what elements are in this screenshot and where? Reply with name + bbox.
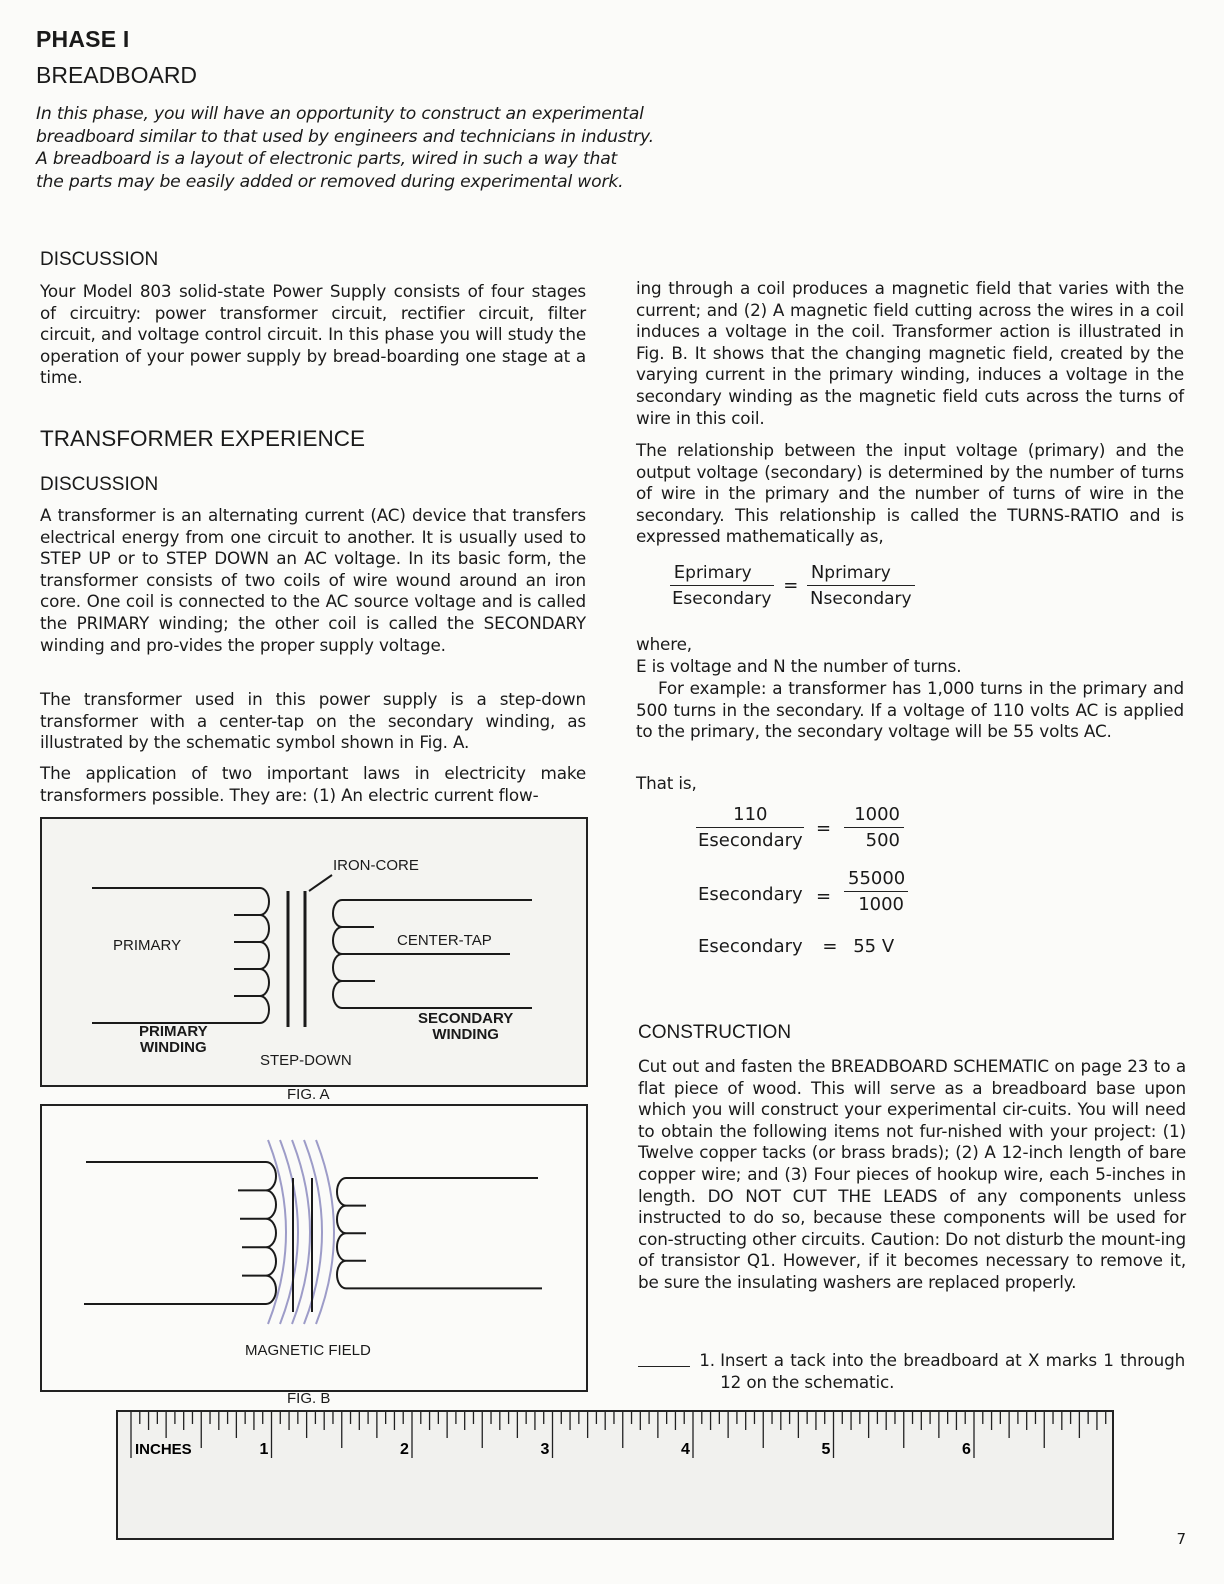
turns-ratio-formula	[668, 562, 916, 609]
iron-core-pointer	[309, 875, 332, 891]
fig-a-caption: FIG. A	[287, 1086, 330, 1103]
primary-winding-label-line: PRIMARY	[139, 1023, 208, 1040]
calc-numerator: 55000	[844, 868, 908, 892]
ruler-number: 5	[821, 1441, 831, 1458]
primary-coil	[260, 888, 269, 1023]
phase-title: PHASE I	[36, 26, 130, 52]
calc-denominator: 1000	[858, 894, 904, 915]
ruler-number: 4	[681, 1441, 690, 1458]
discussion-heading: DISCUSSION	[40, 249, 159, 270]
page-number: 7	[1176, 1530, 1186, 1548]
iron-core-label: IRON-CORE	[333, 857, 419, 874]
intro-line: A breadboard is a layout of electronic parts, wired in such a way that	[36, 149, 618, 169]
inch-ruler	[116, 1410, 1114, 1540]
step-text: Insert a tack into the breadboard at X marks 1 through 12 on the schematic.	[720, 1350, 1186, 1392]
voltage-ratio	[668, 562, 775, 609]
ruler-number: 1	[259, 1441, 269, 1458]
equals-sign: =	[783, 574, 799, 596]
secondary-winding-label-line: WINDING	[432, 1026, 499, 1043]
turns-ratio-paragraph: The relationship between the input voltage (primary) and the output voltage (secondary) is determined by the number of turns of wire in the primary and the number of turns of wire in the secondary. This relationship is called the TURNS-RATIO and is expressed mathematically as,	[636, 440, 1184, 547]
transformer-paragraph-3: The application of two important laws in electricity make transformers possible. They are: (1) An electric current flow-	[40, 763, 586, 805]
primary-winding-label-line: WINDING	[139, 1039, 207, 1056]
equals-sign: =	[816, 886, 832, 907]
ruler-number: 6	[962, 1441, 971, 1458]
subscript-secondary: secondary	[709, 830, 803, 851]
calc-numerator: 110	[696, 804, 804, 828]
transformer-heading: TRANSFORMER EXPERIENCE	[40, 426, 366, 451]
transformer-paragraph-2: The transformer used in this power supply is a step-down transformer with a center-tap on the secondary winding, as illustrated by the schematic symbol shown in Fig. A.	[40, 689, 586, 753]
transformer-discussion-heading: DISCUSSION	[40, 474, 159, 495]
subscript-secondary: secondary	[709, 936, 803, 957]
calc-line-2	[694, 868, 914, 928]
step-checkbox-blank[interactable]	[638, 1356, 690, 1367]
fig-b-caption: FIG. B	[287, 1390, 331, 1407]
calc-fraction-left	[694, 804, 807, 851]
ruler-unit-label: INCHES	[135, 1441, 192, 1458]
ruler-ticks	[118, 1412, 1112, 1538]
symbol-e: E	[672, 588, 684, 609]
subscript-secondary: secondary	[709, 884, 803, 905]
magnetic-field-lines	[268, 1140, 334, 1324]
section-title: BREADBOARD	[36, 62, 198, 88]
calc-fraction-right	[844, 804, 904, 851]
center-tap-label: CENTER-TAP	[397, 932, 492, 949]
calc-result: 55 V	[853, 936, 895, 957]
equals-sign: =	[816, 818, 832, 839]
calc-numerator: 1000	[844, 804, 904, 828]
intro-line: the parts may be easily added or removed during experimental work.	[36, 171, 624, 192]
symbol-n: N	[810, 588, 824, 609]
discussion-paragraph: Your Model 803 solid-state Power Supply consists of four stages of circuitry: power transformer circuit, rectifier circuit, filter circuit, and voltage control circuit. In this phase you will study the operation of your power supply by bread-boarding one stage at a time.	[40, 281, 586, 388]
calc-line-1	[694, 804, 914, 864]
symbol-n: N	[810, 562, 825, 583]
primary-winding-label	[139, 1024, 208, 1056]
calc-fraction	[844, 868, 908, 915]
symbol-e: E	[698, 884, 710, 905]
magnetic-field-label: MAGNETIC FIELD	[245, 1342, 371, 1359]
intro-paragraph	[36, 103, 716, 193]
figure-a	[40, 817, 588, 1087]
subscript-secondary: secondary	[823, 589, 912, 609]
secondary-winding-label-line: SECONDARY	[418, 1010, 514, 1027]
secondary-coil	[333, 900, 342, 1008]
transformer-paragraph-3-continued: ing through a coil produces a magnetic field that varies with the current; and (2) A magnetic field cutting across the wires in a coil induces a voltage in the coil. Transformer action is illustrated in Fig. B. It shows that the changing magnetic field, created by the varying current in the primary winding, induces a voltage in the secondary winding as the magnetic field cuts across the turns of wire in this coil.	[636, 278, 1184, 428]
intro-line: breadboard similar to that used by engineers and technicians in industry.	[36, 126, 654, 147]
turns-ratio	[806, 562, 916, 609]
ruler-number: 2	[400, 1441, 409, 1458]
step-down-label: STEP-DOWN	[260, 1052, 352, 1069]
symbol-e: E	[673, 562, 686, 583]
example-paragraph: For example: a transformer has 1,000 turns in the primary and 500 turns in the secondary. If a voltage of 110 volts AC is applied to the primary, the secondary voltage will be 55 volts AC.	[636, 678, 1184, 742]
where-definition: E is voltage and N the number of turns.	[636, 656, 962, 676]
ruler-number: 3	[540, 1441, 550, 1458]
where-label: where,	[636, 634, 692, 654]
construction-paragraph: Cut out and fasten the BREADBOARD SCHEMATIC on page 23 to a flat piece of wood. This will serve as a breadboard base upon which you will construct your experimental cir-cuits. You will need to obtain the following items not fur-nished with your project: (1) Twelve copper tacks (or brass brads); (2) A 12-inch length of bare copper wire; and (3) Four pieces of hookup wire, each 5-inches in length. DO NOT CUT THE LEADS of any components unless instructed to do so, because these components will be used for con-structing other circuits. Caution: Do not disturb the mount-ing of transistor Q1. However, if it becomes necessary to remove it, be sure the insulating washers are replaced properly.	[638, 1056, 1186, 1292]
subscript-secondary: secondary	[683, 589, 772, 609]
primary-label: PRIMARY	[113, 937, 182, 954]
subscript-primary: primary	[824, 563, 891, 583]
transformer-paragraph-1: A transformer is an alternating current (AC) device that transfers electrical energy from one circuit to another. It is usually used to STEP UP or to STEP DOWN an AC voltage. In its basic form, the transformer consists of two coils of wire wound around an iron core. One coil is connected to the AC source voltage and is called the PRIMARY winding; the other coil is called the SECONDARY winding and pro-vides the proper supply voltage.	[40, 505, 586, 655]
figure-b	[40, 1104, 588, 1392]
symbol-e: E	[698, 936, 710, 957]
calc-line-3	[698, 936, 894, 957]
construction-heading: CONSTRUCTION	[638, 1022, 792, 1043]
secondary-winding-label	[418, 1011, 513, 1043]
intro-line: In this phase, you will have an opportunity to construct an experimental	[36, 104, 644, 124]
calc-denominator: 500	[865, 830, 900, 851]
subscript-primary: primary	[685, 563, 752, 583]
construction-step-1	[638, 1350, 1186, 1393]
equals-sign: =	[822, 936, 838, 957]
that-is-label: That is,	[636, 773, 697, 793]
step-number: 1.	[699, 1350, 715, 1370]
symbol-e: E	[698, 830, 710, 851]
